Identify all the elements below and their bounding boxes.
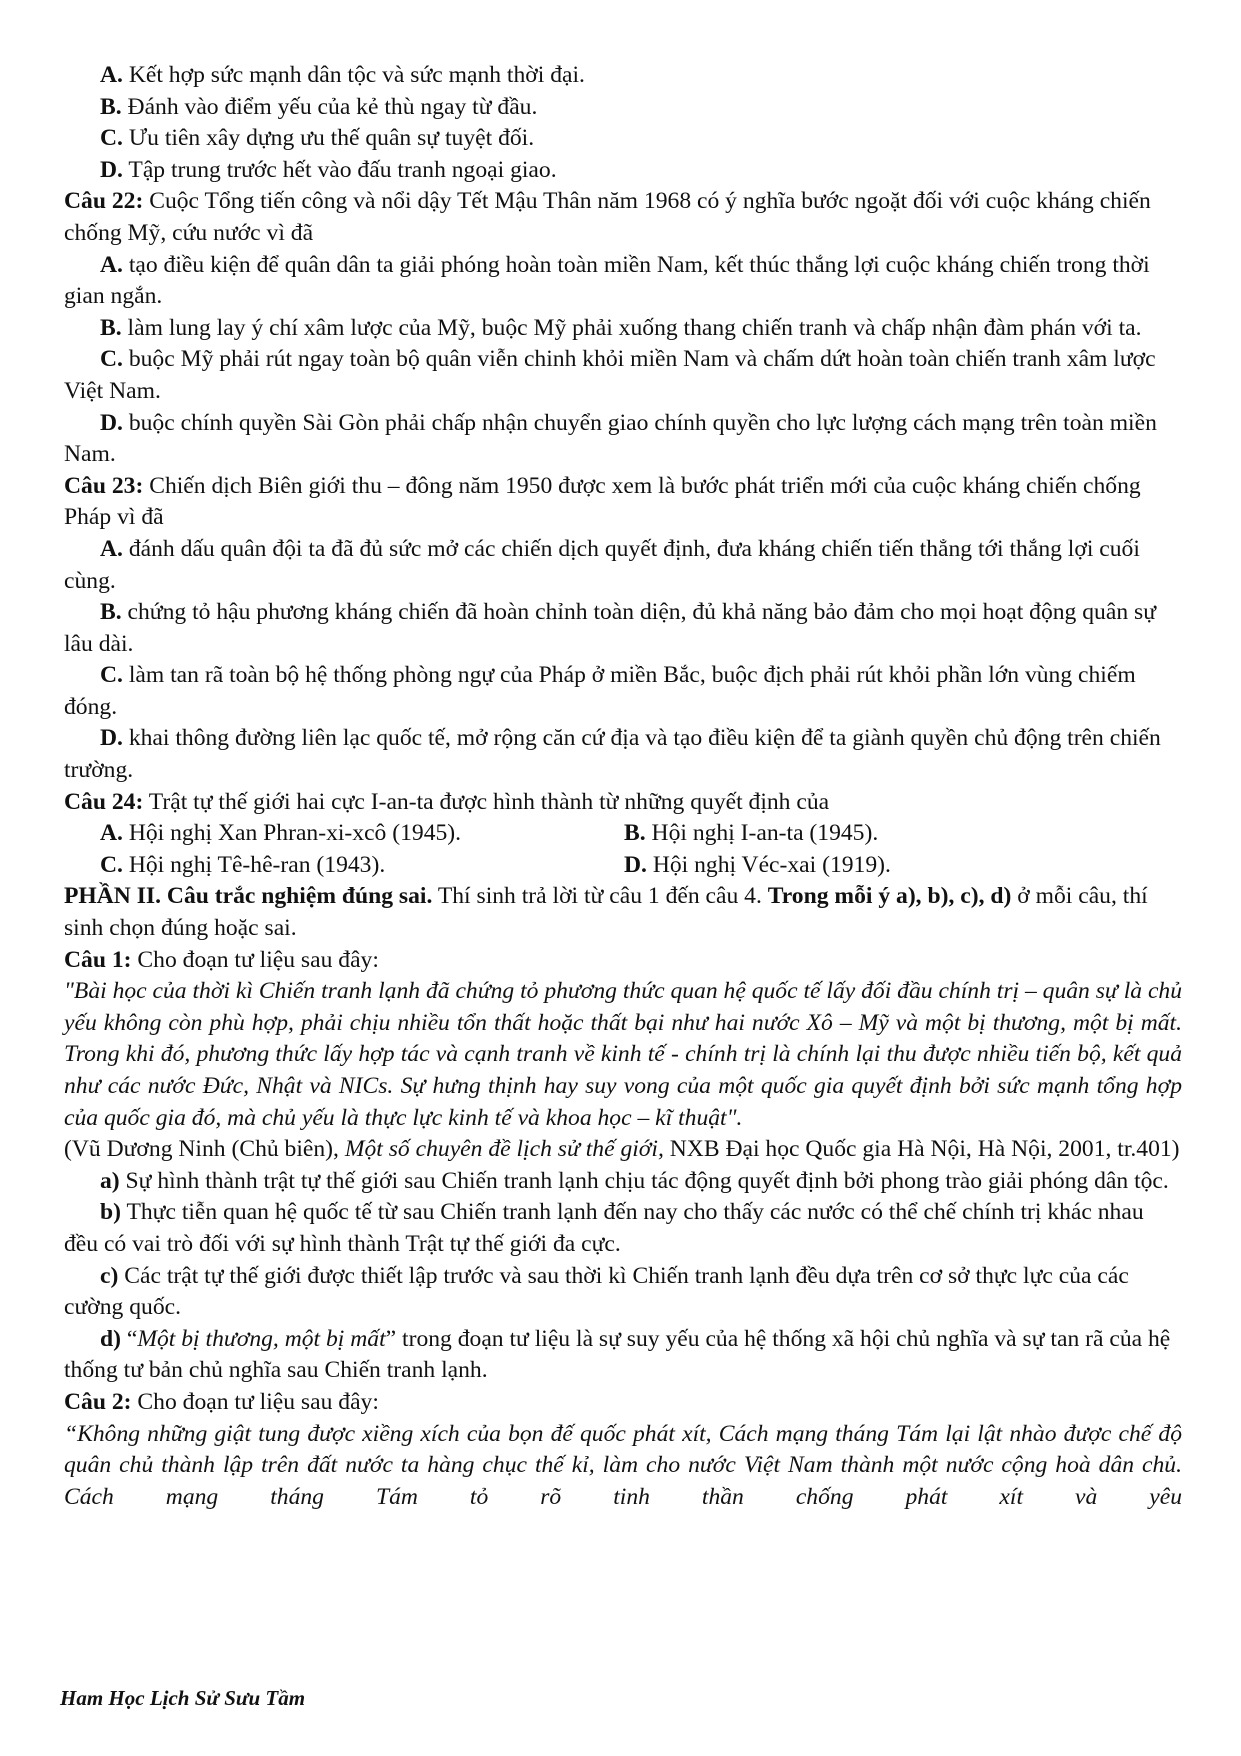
q21-option-d: D. Tập trung trước hết vào đấu tranh ngoại giao.	[100, 156, 557, 183]
q23-option-b: B. chứng tỏ hậu phương kháng chiến đã hoàn chỉnh toàn diện, đủ khả năng bảo đảm cho mọi hoạt động quân sự lâu dài.	[64, 599, 1156, 657]
tf1-item-d: d) “Một bị thương, một bị mất” trong đoạn tư liệu là sự suy yếu của hệ thống xã hội chủ nghĩa và sự tan rã của hệ thống tư bản chủ nghĩa sau Chiến tranh lạnh.	[64, 1325, 1171, 1384]
q22-option-d: D. buộc chính quyền Sài Gòn phải chấp nhận chuyển giao chính quyền cho lực lượng cách mạng trên toàn miền Nam.	[64, 409, 1157, 468]
q24-option-a: A. Hội nghị Xan Phran-xi-xcô (1945).	[100, 820, 462, 847]
q21-option-c: C. Ưu tiên xây dựng ưu thế quân sự tuyệt đối.	[100, 125, 535, 152]
question-24: Câu 24: Trật tự thế giới hai cực I-an-ta được hình thành từ những quyết định của	[64, 788, 830, 815]
document-content	[64, 60, 1182, 1513]
q24-option-b: B. Hội nghị I-an-ta (1945).	[624, 820, 879, 847]
tf1-item-b: b) Thực tiễn quan hệ quốc tế từ sau Chiến tranh lạnh đến nay cho thấy các nước có thể chế chính trị khác nhau đều có vai trò đối với sự hình thành Trật tự thế giới đa cực.	[64, 1199, 1144, 1257]
q23-option-a: A. đánh dấu quân đội ta đã đủ sức mở các chiến dịch quyết định, đưa kháng chiến tiến thẳng tới thắng lợi cuối cùng.	[64, 535, 1140, 594]
question-22: Câu 22: Cuộc Tổng tiến công và nổi dậy Tết Mậu Thân năm 1968 có ý nghĩa bước ngoặt đối với cuộc kháng chiến chống Mỹ, cứu nước vì đã	[64, 188, 1151, 246]
part-2-heading: PHẦN II. Câu trắc nghiệm đúng sai. Thí sinh trả lời từ câu 1 đến câu 4. Trong mỗi ý a), b), c), d) ở mỗi câu, thí sinh chọn đúng hoặc sai.	[64, 883, 1148, 942]
q24-options-row-1	[64, 818, 1182, 850]
q23-option-d: D. khai thông đường liên lạc quốc tế, mở rộng căn cứ địa và tạo điều kiện để ta giành quyền chủ động trên chiến trường.	[64, 725, 1161, 784]
tf1-item-a: a) Sự hình thành trật tự thế giới sau Chiến tranh lạnh chịu tác động quyết định bởi phong trào giải phóng dân tộc.	[100, 1167, 1169, 1194]
question-23: Câu 23: Chiến dịch Biên giới thu – đông năm 1950 được xem là bước phát triển mới của cuộc kháng chiến chống Pháp vì đã	[64, 472, 1141, 531]
q22-option-a: A. tạo điều kiện để quân dân ta giải phóng hoàn toàn miền Nam, kết thúc thắng lợi cuộc kháng chiến trong thời gian ngắn.	[64, 251, 1150, 310]
tf2-quote: “Không những giật tung được xiềng xích của bọn đế quốc phát xít, Cách mạng tháng Tám lại lật nhào được chế độ quân chủ thành lập trên đất nước ta hàng chục thế kỉ, làm cho nước Việt Nam thành một nước cộng hoà dân chủ. Cách mạng tháng Tám tỏ rõ tinh thần chống phát xít và yêu	[64, 1420, 1182, 1510]
tf-question-1: Câu 1: Cho đoạn tư liệu sau đây:	[64, 946, 379, 973]
tf-question-2: Câu 2: Cho đoạn tư liệu sau đây:	[64, 1388, 379, 1415]
tf1-source: (Vũ Dương Ninh (Chủ biên), Một số chuyên đề lịch sử thế giới, NXB Đại học Quốc gia Hà Nội, Hà Nội, 2001, tr.401)	[64, 1136, 1180, 1163]
q23-option-c: C. làm tan rã toàn bộ hệ thống phòng ngự của Pháp ở miền Bắc, buộc địch phải rút khỏi phần lớn vùng chiếm đóng.	[64, 662, 1136, 720]
q24-option-c: C. Hội nghị Tê-hê-ran (1943).	[100, 851, 386, 878]
q24-options-row-2	[64, 850, 1182, 882]
page-footer: Ham Học Lịch Sử Sưu Tầm	[60, 1686, 306, 1710]
q24-option-d: D. Hội nghị Véc-xai (1919).	[624, 851, 891, 878]
q21-option-b: B. Đánh vào điểm yếu của kẻ thù ngay từ đầu.	[100, 93, 538, 120]
q22-option-b: B. làm lung lay ý chí xâm lược của Mỹ, buộc Mỹ phải xuống thang chiến tranh và chấp nhận đàm phán với ta.	[100, 314, 1142, 341]
q21-option-a: A. Kết hợp sức mạnh dân tộc và sức mạnh thời đại.	[100, 62, 585, 88]
tf1-item-c: c) Các trật tự thế giới được thiết lập trước và sau thời kì Chiến tranh lạnh đều dựa trên cơ sở thực lực của các cường quốc.	[64, 1262, 1129, 1321]
tf1-quote: "Bài học của thời kì Chiến tranh lạnh đã chứng tỏ phương thức quan hệ quốc tế lấy đối đầu chính trị – quân sự là chủ yếu không còn phù hợp, phải chịu nhiều tổn thất hoặc thất bại như hai nước Xô – Mỹ và một bị thương, một bị mất. Trong khi đó, phương thức lấy hợp tác và cạnh tranh về kinh tế - chính trị là chính lại thu được nhiều tiến bộ, kết quả như các nước Đức, Nhật và NICs. Sự hưng thịnh hay suy vong của một quốc gia quyết định bởi sức mạnh tổng hợp của quốc gia đó, mà chủ yếu là thực lực kinh tế và khoa học – kĩ thuật".	[64, 978, 1183, 1131]
q22-option-c: C. buộc Mỹ phải rút ngay toàn bộ quân viễn chinh khỏi miền Nam và chấm dứt hoàn toàn chiến tranh xâm lược Việt Nam.	[64, 346, 1156, 404]
